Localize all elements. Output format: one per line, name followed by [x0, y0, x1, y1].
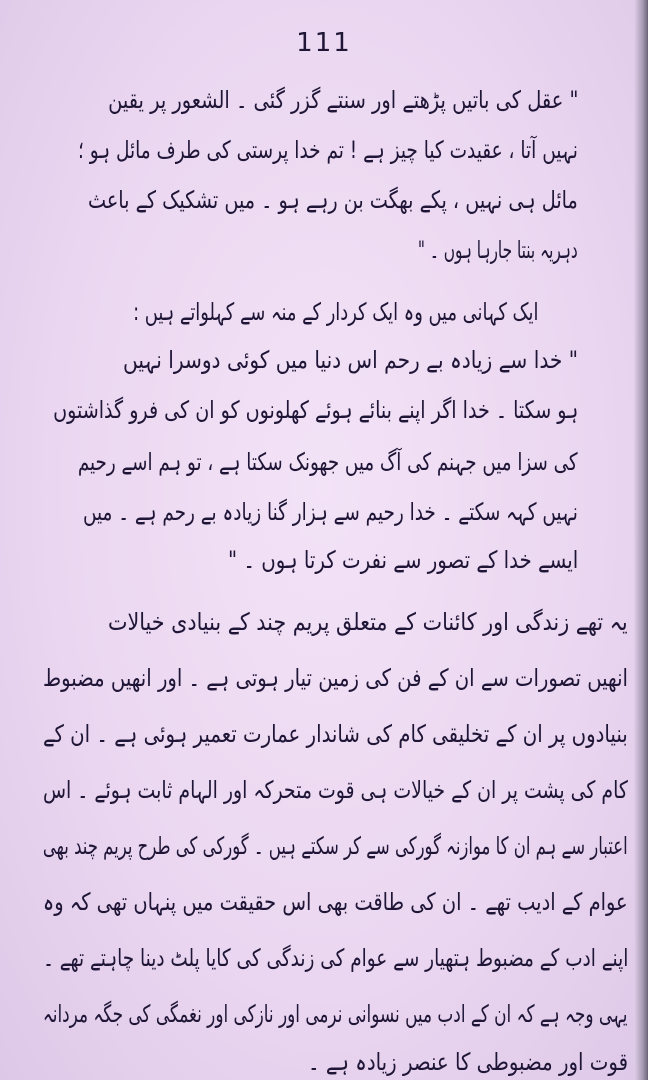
quote-two — [38, 340, 578, 580]
paragraph-line: انھیں تصورات سے ان کے فن کی زمین تیار ہوتی ہے ۔ اور انھیں مضبوط — [43, 664, 628, 692]
paragraph-line: اپنے ادب کے مضبوط ہتھیار سے عوام کی زندگی کی کایا پلٹ دینا چاہتے تھے ۔ — [42, 944, 628, 972]
page-edge — [634, 0, 648, 1080]
quote-two-line: نہیں کہہ سکتے ۔ خدا رحیم سے ہزار گنا زیادہ بے رحم ہے ۔ میں — [83, 498, 578, 526]
intro-line — [88, 292, 538, 332]
paragraph-line: اعتبار سے ہم ان کا موازنہ گورکی سے کر سکتے ہیں ۔ گورکی کی طرح پریم چند بھی — [43, 832, 628, 860]
intro-text: ایک کہانی میں وہ ایک کردار کے منہ سے کہلواتے ہیں : — [132, 298, 538, 326]
quote-one-line: مائل ہی نہیں ، پکے بھگت بن رہے ہو ۔ میں تشکیک کے باعث — [88, 186, 578, 214]
paragraph-line: یہ تھے زندگی اور کائنات کے متعلق پریم چند کے بنیادی خیالات — [108, 608, 628, 636]
quote-two-line: " خدا سے زیادہ بے رحم اس دنیا میں کوئی دوسرا نہیں — [122, 346, 578, 374]
paragraph-line: کام کی پشت پر ان کے خیالات ہی قوت متحرکہ اور الہام ثابت ہوئے ۔ اس — [43, 776, 628, 804]
quote-two-line: ہو سکتا ۔ خدا اگر اپنے بنائے ہوئے کھلونوں کو ان کی فرو گذاشتوں — [52, 396, 578, 424]
paragraph-line: عوام کے ادیب تھے ۔ ان کی طاقت بھی اس حقیقت میں پنہاں تھی کہ وہ — [43, 888, 628, 916]
quote-one — [78, 80, 578, 270]
quote-two-line: ایسے خدا کے تصور سے نفرت کرتا ہوں ۔ " — [227, 546, 578, 574]
quote-two-line: کی سزا میں جہنم کی آگ میں جھونک سکتا ہے ، تو ہم اسے رحیم — [78, 448, 578, 476]
paragraph-line: یہی وجہ ہے کہ ان کے ادب میں نسوانی نرمی اور نازکی اور نغمگی کی جگہ مردانہ — [43, 1000, 628, 1028]
page-number: 111 — [296, 28, 352, 58]
quote-one-line: " عقل کی باتیں پڑھتے اور سنتے گزر گئی ۔ الشعور پر یقین — [107, 86, 578, 114]
quote-one-line: دہریہ بنتا جارہا ہوں ۔ " — [418, 236, 578, 264]
paragraph-line: بنیادوں پر ان کے تخلیقی کام کی شاندار عمارت تعمیر ہوئی ہے ۔ ان کے — [43, 720, 628, 748]
paragraph-one — [38, 590, 628, 1076]
quote-one-line: نہیں آتا ، عقیدت کیا چیز ہے ! تم خدا پرستی کی طرف مائل ہو ؛ — [78, 136, 578, 164]
paragraph-line: قوت اور مضبوطی کا عنصر زیادہ ہے ۔ — [307, 1048, 628, 1076]
